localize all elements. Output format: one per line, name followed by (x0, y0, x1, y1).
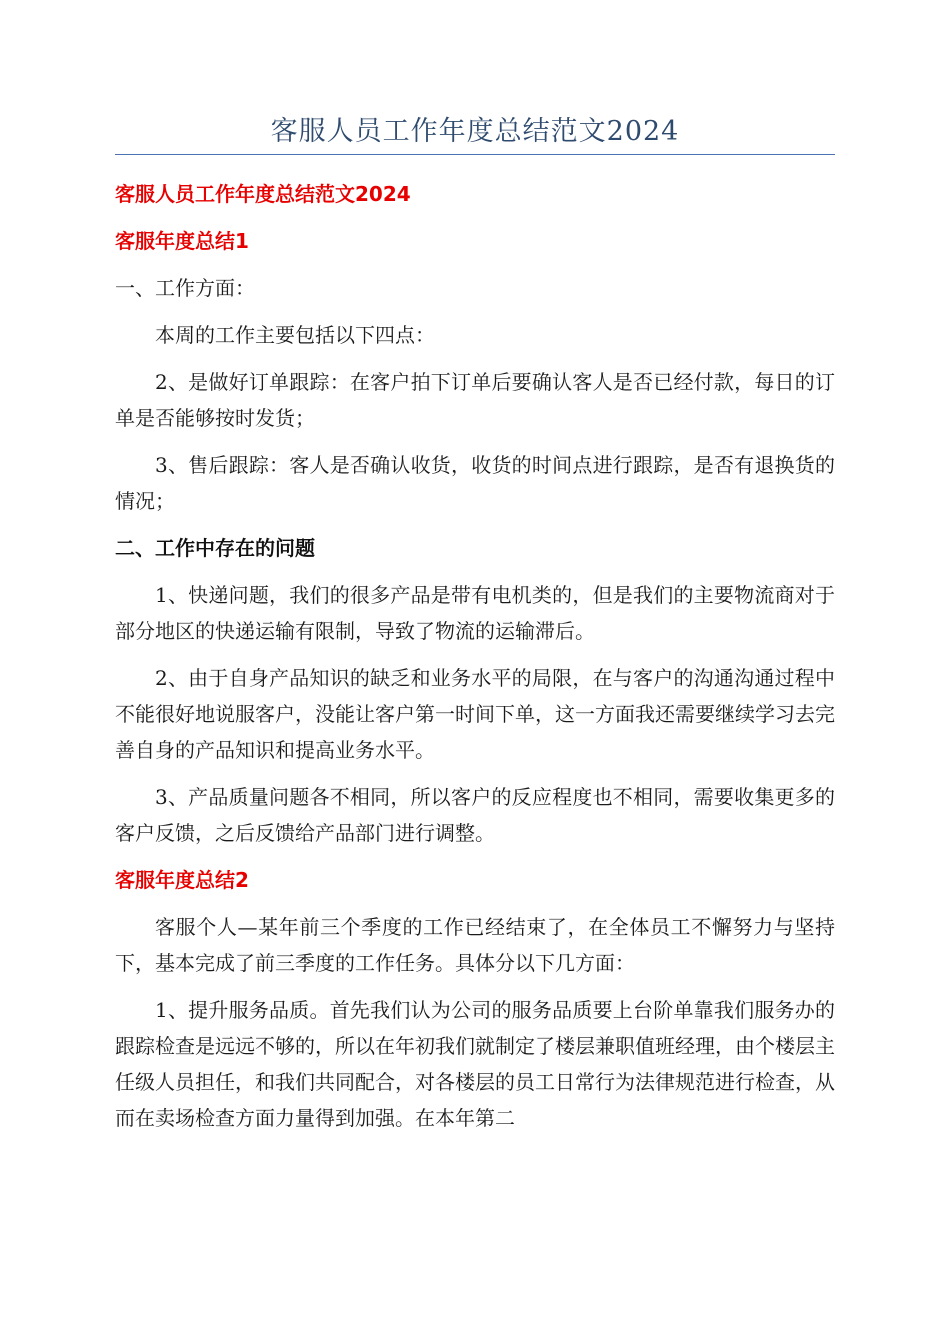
section2-item-1: 1、提升服务品质。首先我们认为公司的服务品质要上台阶单靠我们服务办的跟踪检查是远远不够的，所以在年初我们就制定了楼层兼职值班经理，由个楼层主任级人员担任，和我们共同配合，对各楼层的员工日常行为法律规范进行检查，从而在卖场检查方面力量得到加强。在本年第二 (115, 998, 835, 1130)
main-heading: 客服人员工作年度总结范文2024 (115, 182, 411, 206)
section2-heading: 客服年度总结2 (115, 868, 249, 892)
section1-problem-2: 2、由于自身产品知识的缺乏和业务水平的局限，在与客户的沟通沟通过程中不能很好地说服客户，没能让客户第一时间下单，这一方面我还需要继续学习去完善自身的产品知识和提高业务水平。 (115, 666, 835, 762)
document-body (115, 176, 835, 1147)
section1-heading: 客服年度总结1 (115, 229, 249, 253)
section2-intro: 客服个人—某年前三个季度的工作已经结束了，在全体员工不懈努力与坚持下，基本完成了前三季度的工作任务。具体分以下几方面： (115, 915, 835, 975)
title-underline (115, 154, 835, 155)
section1-part2-heading: 二、工作中存在的问题 (115, 536, 315, 560)
section1-problem-3: 3、产品质量问题各不相同，所以客户的反应程度也不相同，需要收集更多的客户反馈，之后反馈给产品部门进行调整。 (115, 785, 835, 845)
section1-item-3: 3、售后跟踪：客人是否确认收货，收货的时间点进行跟踪，是否有退换货的情况； (115, 453, 835, 513)
document-title: 客服人员工作年度总结范文2024 (270, 116, 680, 147)
section1-item-2: 2、是做好订单跟踪：在客户拍下订单后要确认客人是否已经付款，每日的订单是否能够按时发货； (115, 370, 835, 430)
section1-intro: 本周的工作主要包括以下四点： (155, 323, 435, 347)
section1-problem-1: 1、快递问题，我们的很多产品是带有电机类的，但是我们的主要物流商对于部分地区的快递运输有限制，导致了物流的运输滞后。 (115, 583, 835, 643)
section1-part1-heading: 一、工作方面： (115, 276, 255, 300)
